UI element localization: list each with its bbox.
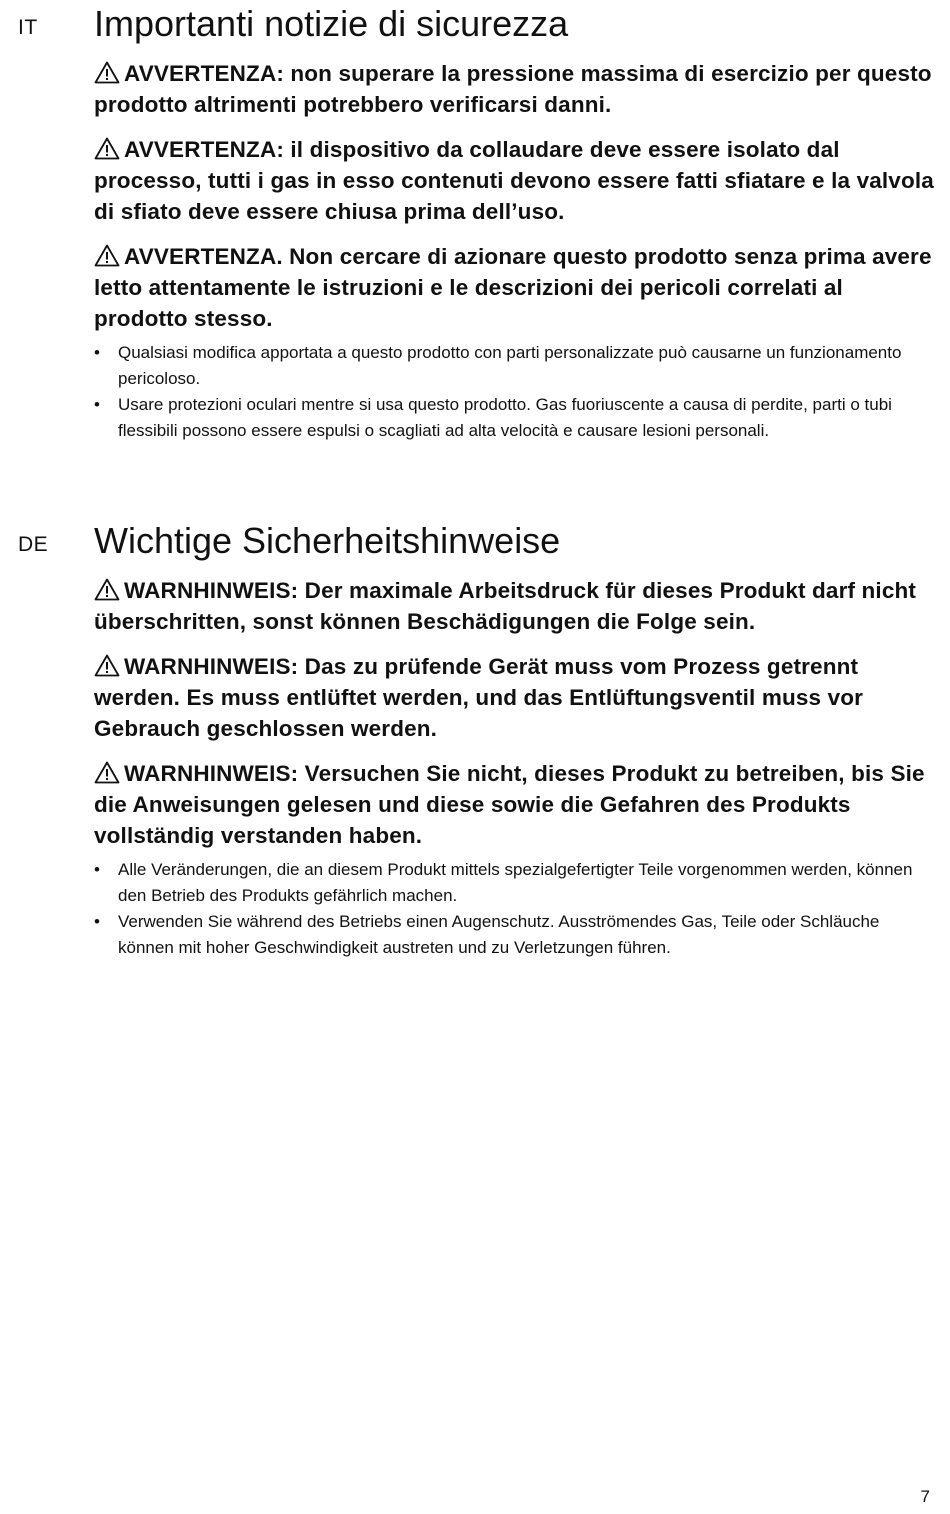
list-item-text: Qualsiasi modifica apportata a questo prodotto con parti personalizzate può causarne un funzionamento pericoloso. [118,343,902,388]
warning-triangle-icon [94,137,120,160]
warning-triangle-icon [94,244,120,267]
bullet-symbol: • [94,343,100,362]
warning-paragraph [94,58,934,120]
list-item-text: Verwenden Sie während des Betriebs einen Augenschutz. Ausströmendes Gas, Teile oder Schläuche können mit hoher Geschwindigkeit austreten und zu Verletzungen führen. [118,912,880,957]
list-item [94,909,934,961]
warning-paragraph [94,758,934,851]
list-item-text: Usare protezioni oculari mentre si usa questo prodotto. Gas fuoriuscente a causa di perdite, parti o tubi flessibili possono essere espulsi o scagliati ad alta velocità e causare lesioni personali. [118,395,892,440]
section-content [94,575,934,961]
warning-text: AVVERTENZA: non superare la pressione massima di esercizio per questo prodotto altrimenti potrebbero verificarsi danni. [94,61,932,117]
warning-text: AVVERTENZA: il dispositivo da collaudare deve essere isolato dal processo, tutti i gas in esso contenuti devono essere fatti sfiatare e la valvola di sfiato deve essere chiusa prima dell’uso. [94,137,934,224]
warning-triangle-icon [94,61,120,84]
bullet-symbol: • [94,395,100,414]
warning-paragraph [94,651,934,744]
language-code: IT [18,16,38,39]
list-item [94,857,934,909]
list-item [94,392,934,444]
bullet-list [94,340,934,444]
warning-text: WARNHINWEIS: Das zu prüfende Gerät muss vom Prozess getrennt werden. Es muss entlüftet werden, und das Entlüftungsventil muss vor Gebrauch geschlossen werden. [94,654,864,741]
bullet-list [94,857,934,961]
bullet-symbol: • [94,860,100,879]
warning-text: WARNHINWEIS: Versuchen Sie nicht, dieses Produkt zu betreiben, bis Sie die Anweisungen gelesen und diese sowie die Gefahren des Produkts vollständig verstanden haben. [94,761,925,848]
warning-paragraph [94,134,934,227]
bullet-symbol: • [94,912,100,931]
warning-triangle-icon [94,578,120,601]
warning-triangle-icon [94,761,120,784]
warning-triangle-icon [94,654,120,677]
list-item [94,340,934,392]
language-code: DE [18,533,49,556]
section-content [94,58,934,444]
list-item-text: Alle Veränderungen, die an diesem Produkt mittels spezialgefertigter Teile vorgenommen werden, können den Betrieb des Produkts gefährlich machen. [118,860,913,905]
warning-text: AVVERTENZA. Non cercare di azionare questo prodotto senza prima avere letto attentamente le istruzioni e le descrizioni dei pericoli correlati al prodotto stesso. [94,244,932,331]
warning-text: WARNHINWEIS: Der maximale Arbeitsdruck für dieses Produkt darf nicht überschritten, sonst können Beschädigungen die Folge sein. [94,578,917,634]
warning-paragraph [94,575,934,637]
warning-paragraph [94,241,934,334]
page-number: 7 [920,1487,930,1506]
section-title: Wichtige Sicherheitshinweise [94,520,561,561]
section-title: Importanti notizie di sicurezza [94,3,569,44]
